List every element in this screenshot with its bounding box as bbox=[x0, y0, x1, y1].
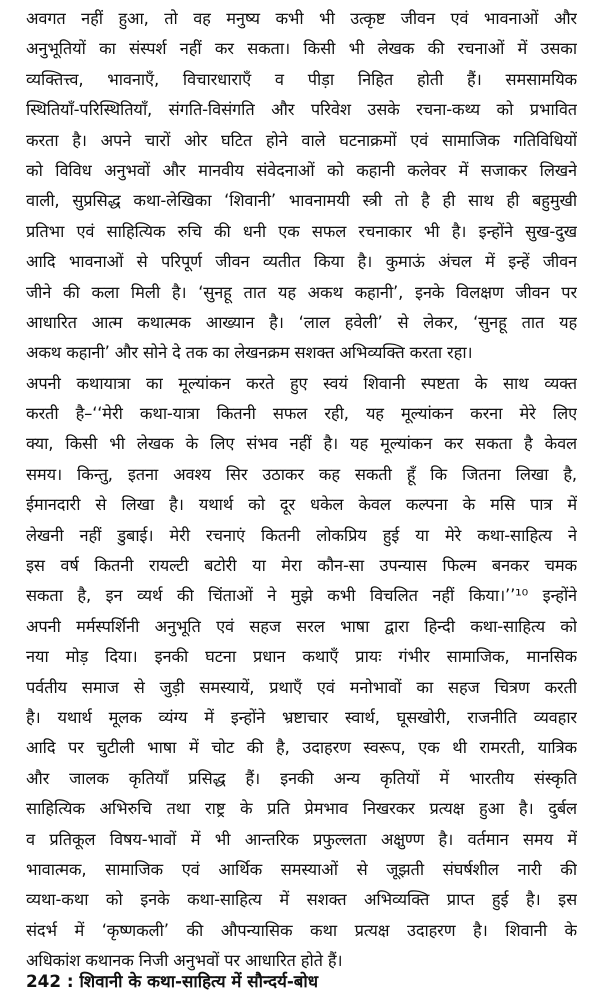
body-line: प्रतिभा एवं साहित्यिक रुचि की धनी एक सफल रचनाकार भी है। इन्होंने सुख-दुख bbox=[26, 221, 577, 241]
body-line: संदर्भ में ‘कृष्णकली’ की औपन्यासिक कथा प्रत्यक्ष उदाहरण है। शिवानी के bbox=[26, 920, 577, 940]
footer-separator: : bbox=[61, 971, 80, 991]
body-line: इस वर्ष कितनी रायल्टी बटोरी या मेरा कौन-सा उपन्यास फिल्म बनकर चमक bbox=[26, 556, 577, 576]
body-line: वाली, सुप्रसिद्ध कथा-लेखिका ‘शिवानी’ भावनामयी स्त्री तो है ही साथ ही बहुमुखी bbox=[26, 191, 577, 211]
body-line: आदि भावनाओं से परिपूर्ण जीवन व्यतीत किया है। कुमाऊं अंचल में इन्हें जीवन bbox=[26, 252, 577, 272]
body-line: है। यथार्थ मूलक व्यंग्य में इन्होंने भ्रष्टाचार स्वार्थ, घूसखोरी, राजनीति व्यवहार bbox=[26, 707, 577, 727]
body-line: अधिकांश कथानक निजी अनुभवों पर आधारित होते हैं। bbox=[26, 951, 343, 971]
body-line: क्या, किसी भी लेखक के लिए संभव नहीं है। यह मूल्यांकन कर सकता है केवल bbox=[26, 434, 577, 454]
body-line: समय। किन्तु, इतना अवश्य सिर उठाकर कह सकती हूँ कि जितना लिखा है, bbox=[26, 464, 577, 484]
body-line: अनुभूतियों का संस्पर्श नहीं कर सकता। किसी भी लेखक की रचनाओं में उसका bbox=[26, 39, 577, 59]
body-line: व प्रतिकूल विषय-भावों में भी आन्तरिक प्रफुल्लता अक्षुण्ण है। वर्तमान समय में bbox=[26, 829, 577, 849]
body-line: साहित्यिक अभिरुचि तथा राष्ट्र के प्रति प्रेमभाव निखरकर प्रत्यक्ष हुआ है। दुर्बल bbox=[26, 799, 577, 819]
body-line: पर्वतीय समाज से जुड़ी समस्यायें, प्रथाएँ एवं मनोभावों का सहज चित्रण करती bbox=[26, 677, 577, 697]
body-text bbox=[26, 4, 577, 977]
body-line: अवगत नहीं हुआ, तो वह मनुष्य कभी भी उत्कृष्ट जीवन एवं भावनाओं और bbox=[26, 9, 577, 28]
body-line: लेखनी नहीं डुबाई। मेरी रचनाएं कितनी लोकप्रिय हुई या मेरे कथा-साहित्य ने bbox=[26, 525, 577, 545]
body-line: आदि पर चुटीली भाषा में चोट की है, उदाहरण स्वरूप, एक थी रामरती, यात्रिक bbox=[26, 738, 577, 758]
body-line: स्थितियाँ-परिस्थितियाँ, संगति-विसंगति और परिवेश उसके रचना-कथ्य को प्रभावित bbox=[26, 100, 577, 120]
body-line: अपनी मर्मस्पर्शिनी अनुभूति एवं सहज सरल भाषा द्वारा हिन्दी कथा-साहित्य को bbox=[26, 616, 577, 636]
body-line: व्यथा-कथा को इनके कथा-साहित्य में सशक्त अभिव्यक्ति प्राप्त हुई है। इस bbox=[26, 890, 577, 910]
page-footer bbox=[26, 966, 577, 996]
body-line: सकता है, इन व्यर्थ की चिंताओं ने मुझे कभी विचलित नहीं किया।’’¹⁰ इन्होंने bbox=[26, 586, 577, 606]
body-line: जीने की कला मिली है। ‘सुनहू तात यह अकथ कहानी’, इनके विलक्षण जीवन पर bbox=[26, 282, 577, 302]
body-line: नया मोड़ दिया। इनकी घटना प्रधान कथाएँ प्रायः गंभीर सामाजिक, मानसिक bbox=[26, 647, 577, 667]
running-title: शिवानी के कथा-साहित्य में सौन्दर्य-बोध bbox=[79, 971, 319, 991]
body-line: को विविध अनुभवों और मानवीय संवेदनाओं को कहानी कलेवर में सजाकर लिखने bbox=[26, 160, 577, 180]
body-line: व्यक्तित्त्व, भावनाएँ, विचारधाराएँ व पीड़ा निहित होती हैं। समसामयिक bbox=[26, 69, 577, 89]
body-line: करती है–‘‘मेरी कथा-यात्रा कितनी सफल रही, यह मूल्यांकन करना मेरे लिए bbox=[26, 404, 577, 424]
body-line: आधारित आत्म कथात्मक आख्यान है। ‘लाल हवेली’ से लेकर, ‘सुनहू तात यह bbox=[26, 312, 577, 332]
body-line: करता है। अपने चारों ओर घटित होने वाले घटनाक्रमों एवं सामाजिक गतिविधियों bbox=[26, 130, 577, 150]
body-line: ईमानदारी से लिखा है। यथार्थ को दूर धकेल केवल कल्पना के मसि पात्र में bbox=[26, 495, 577, 515]
body-line: और जालक कृतियाँ प्रसिद्ध हैं। इनकी अन्य कृतियों में भारतीय संस्कृति bbox=[26, 768, 577, 788]
body-line: अपनी कथायात्रा का मूल्यांकन करते हुए स्वयं शिवानी स्पष्टता के साथ व्यक्त bbox=[26, 373, 577, 393]
body-line: भावात्मक, सामाजिक एवं आर्थिक समस्याओं से जूझती संघर्षशील नारी की bbox=[26, 859, 577, 879]
page-number: 242 bbox=[26, 971, 62, 991]
body-line: अकथ कहानी’ और सोने दे तक का लेखनक्रम सशक्त अभिव्यक्ति करता रहा। bbox=[26, 343, 473, 363]
